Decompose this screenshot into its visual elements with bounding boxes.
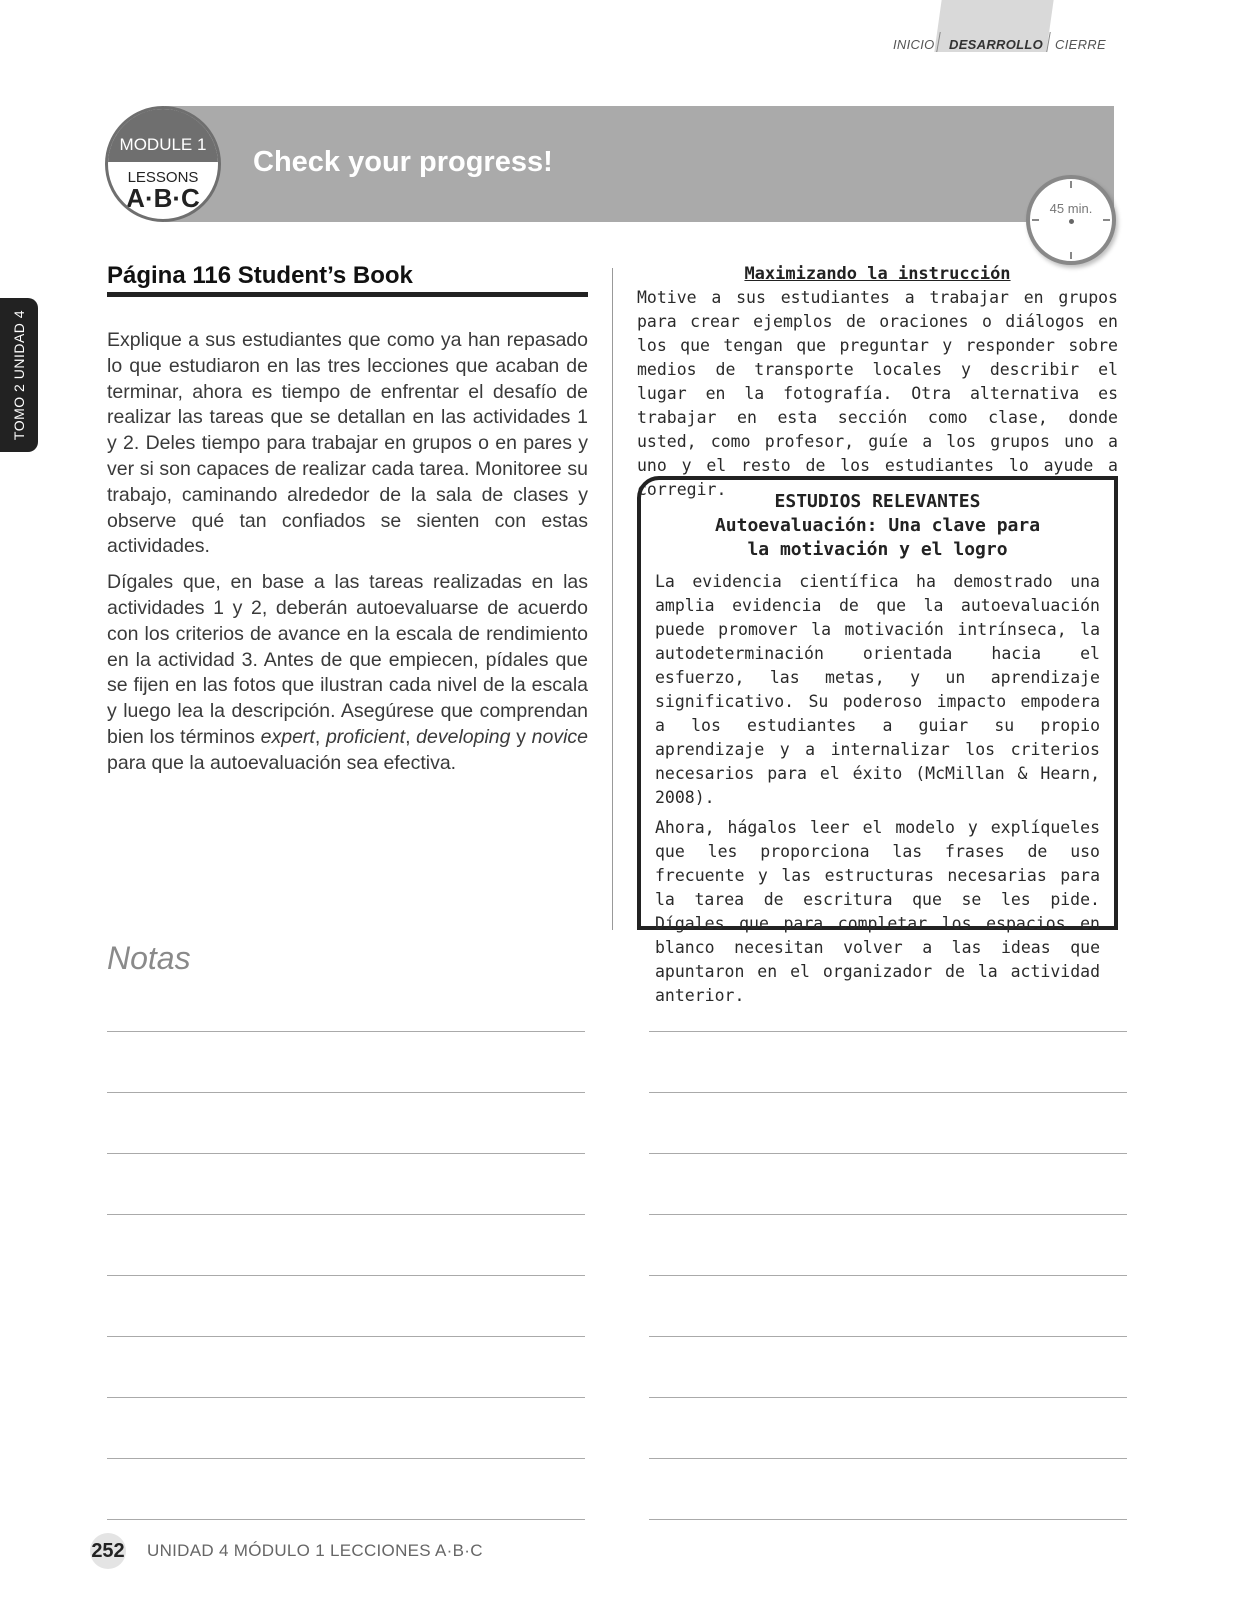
note-line — [107, 1275, 585, 1276]
right-column — [637, 264, 1118, 502]
section-title: Página 116 Student’s Book — [107, 262, 413, 289]
left-column — [107, 328, 588, 787]
footer-text: UNIDAD 4 MÓDULO 1 LECCIONES A·B·C — [147, 1541, 483, 1560]
note-line — [649, 1397, 1127, 1398]
maximizando-title: Maximizando la instrucción — [744, 264, 1011, 284]
clock-tick — [1070, 252, 1072, 259]
lessons-letters: A·B·C — [126, 183, 200, 213]
notes-title: Notas — [107, 940, 191, 976]
paragraph-2-end: para que la autoevaluación sea efectiva. — [107, 751, 457, 774]
note-line — [649, 1519, 1127, 1520]
note-line — [107, 1031, 585, 1032]
lessons-label: LESSONS — [127, 169, 199, 186]
paragraph-2 — [107, 570, 588, 776]
clock-center — [1069, 219, 1074, 224]
duration-label: 45 min. — [1049, 201, 1093, 216]
note-line — [107, 1336, 585, 1337]
stage-inicio: INICIO — [893, 37, 935, 52]
term-separator: , — [314, 725, 326, 748]
box-heading: ESTUDIOS RELEVANTES — [774, 491, 981, 512]
note-line — [649, 1092, 1127, 1093]
term-expert: expert — [260, 725, 315, 748]
note-line — [649, 1031, 1127, 1032]
paragraph-2-text: Dígales que, en base a las tareas realizadas en las actividades 1 y 2, deberán autoevaluarse de acuerdo con los criterios de avance en la escala de rendimiento en la actividad 3. Antes de que empiecen, pídales que se fijen en las fotos que ilustran cada nivel de la escala y luego lea la descripción. Asegúrese que comprendan bien los términos — [107, 571, 588, 748]
paragraph-1: Explique a sus estudiantes que como ya han repasado lo que estudiaron en las tres lecciones que acaban de terminar, ahora es tiempo de enfrentar el desafío de realizar las tareas que se detallan en las actividades 1 y 2. Deles tiempo para trabajar en grupos o en pares y ver si son capaces de realizar cada tarea. Monitoree su trabajo, caminando alrededor de la sala de clases y observe qué tan confiados se sienten con estas actividades. — [107, 329, 588, 558]
clock-tick — [1103, 219, 1110, 221]
module-label: MODULE 1 — [119, 135, 207, 154]
note-line — [107, 1397, 585, 1398]
note-line — [107, 1092, 585, 1093]
box-subheading: la motivación y el logro — [747, 539, 1008, 560]
header-banner — [165, 106, 1114, 222]
clock-tick — [1032, 219, 1039, 221]
note-line — [649, 1458, 1127, 1459]
note-line — [649, 1275, 1127, 1276]
estudios-relevantes-box — [637, 476, 1118, 1005]
term-developing: developing — [416, 725, 511, 748]
note-line — [649, 1214, 1127, 1215]
box-subheading: Autoevaluación: Una clave para — [714, 515, 1041, 536]
stage-nav — [880, 0, 1110, 60]
column-divider — [612, 268, 613, 930]
side-tab — [0, 298, 38, 452]
module-badge — [105, 106, 221, 222]
term-and: y — [510, 725, 532, 748]
page-number: 252 — [90, 1533, 126, 1569]
box-paragraph-2: Ahora, hágalos leer el modelo y explíqueles que les proporciona las frases de uso frecuente y las estructuras necesarias para la tarea de escritura que se les pide. Dígales que para completar los espacios en blanco necesitan volver a las ideas que apuntaron en el organizador de la actividad anterior. — [655, 818, 1100, 1005]
term-proficient: proficient — [325, 725, 406, 748]
stage-desarrollo: DESARROLLO — [949, 37, 1043, 52]
box-paragraph-1: La evidencia científica ha demostrado una amplia evidencia de que la autoevaluación puede promover la motivación intrínseca, la autodeterminación orientada hacia el esfuerzo, las metas, y un aprendizaje significativo. Su poderoso impacto empodera a los estudiantes a guiar su propio aprendizaje y a internalizar los criterios necesarios para el éxito (McMillan & Hearn, 2008). — [655, 572, 1100, 807]
clock-icon — [1026, 175, 1116, 265]
note-line — [649, 1153, 1127, 1154]
term-separator: , — [405, 725, 417, 748]
note-line — [107, 1519, 585, 1520]
side-tab-label: TOMO 2 UNIDAD 4 — [11, 309, 27, 441]
clock-tick — [1070, 181, 1072, 188]
page-title: Check your progress! — [253, 146, 553, 178]
term-novice: novice — [531, 725, 589, 748]
section-rule — [107, 292, 588, 297]
stage-cierre: CIERRE — [1055, 37, 1106, 52]
note-line — [107, 1153, 585, 1154]
maximizando-body: Motive a sus estudiantes a trabajar en grupos para crear ejemplos de oraciones o diálogos en los que tengan que preguntar y responder sobre medios de transporte locales y describir el lugar en la fotografía. Otra alternativa es trabajar en esta sección como clase, donde usted, como profesor, guíe a los grupos uno a uno y el resto de los estudiantes lo ayude a corregir. — [637, 288, 1118, 499]
note-line — [649, 1336, 1127, 1337]
note-line — [107, 1458, 585, 1459]
note-line — [107, 1214, 585, 1215]
